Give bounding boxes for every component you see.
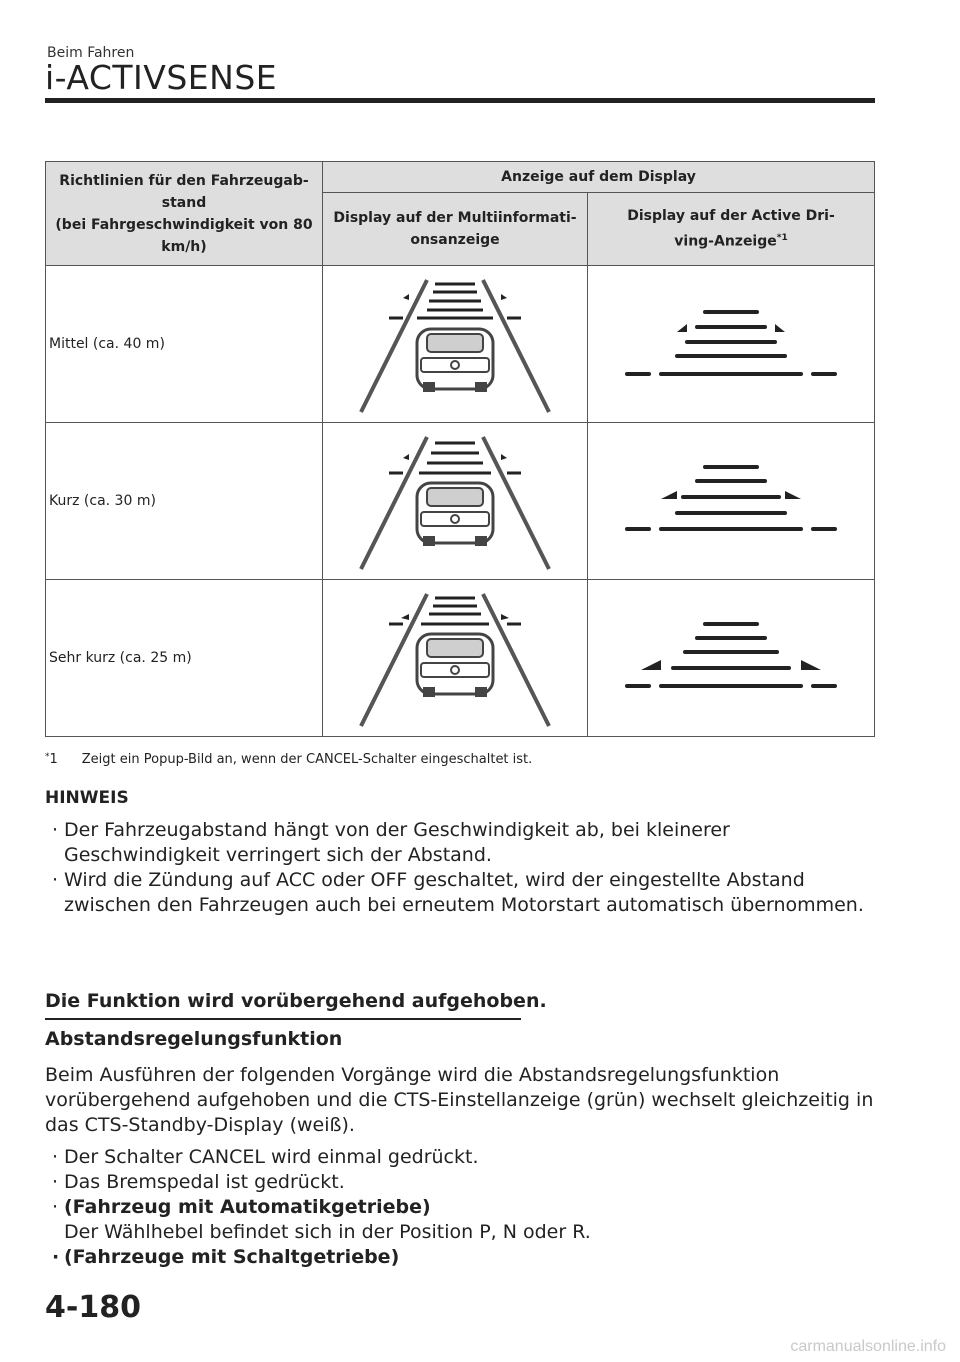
col2-header-text: Display auf der Multiinformati- onsanzeige <box>333 210 577 248</box>
list-item-title: · (Fahrzeug mit Automatikgetriebe) <box>64 1196 431 1218</box>
multiinfo-display-short <box>323 423 588 580</box>
title-rule <box>45 98 875 103</box>
col3-header <box>588 193 875 266</box>
road-car-icon <box>355 274 555 414</box>
page-title: i-ACTIVSENSE <box>45 58 278 97</box>
breadcrumb: Beim Fahren <box>47 45 135 61</box>
row-label: Kurz (ca. 30 m) <box>46 423 323 580</box>
col1-header <box>46 162 323 266</box>
col3-header-text: Display auf der Active Dri- ving-Anzeige <box>627 208 835 250</box>
section-paragraph: Beim Ausführen der folgenden Vorgänge wird die Abstandsregelungsfunktion vorübergehend aufgehoben und die CTS-Einstellanzeige (grün) wechselt gleichzeitig in das CTS-Standby-Display (weiß). <box>45 1064 874 1136</box>
distance-bars-icon <box>621 461 841 541</box>
distance-bars-icon <box>621 618 841 698</box>
section-rule <box>45 1018 521 1020</box>
footnote-text: Zeigt ein Popup-Bild an, wenn der CANCEL-Schalter eingeschaltet ist. <box>81 752 533 767</box>
footnote-mark: * <box>45 752 50 762</box>
active-driving-display-very-short <box>588 580 875 737</box>
active-driving-display-short <box>588 423 875 580</box>
list-item-text: Der Wählhebel befindet sich in der Position P, N oder R. <box>64 1221 591 1243</box>
list-item: · Wird die Zündung auf ACC oder OFF geschaltet, wird der eingestellte Abstand zwischen den Fahrzeugen auch bei erneutem Motorstart automatisch übernommen. <box>45 868 875 918</box>
list-item: · (Fahrzeuge mit Schaltgetriebe) <box>45 1245 875 1270</box>
footnote-number: 1 <box>49 752 58 767</box>
table-row <box>46 423 875 580</box>
multiinfo-display-medium <box>323 266 588 423</box>
watermark: carmanualsonline.info <box>790 1338 946 1355</box>
col3-footnote-mark: *1 <box>776 233 788 244</box>
page-number: 4-180 <box>45 1290 141 1325</box>
active-driving-display-medium <box>588 266 875 423</box>
section-heading: Die Funktion wird vorübergehend aufgehoben. <box>45 990 547 1012</box>
multiinfo-display-very-short <box>323 580 588 737</box>
col-group-header: Anzeige auf dem Display <box>323 162 875 193</box>
distance-bars-icon <box>621 304 841 384</box>
road-car-icon <box>355 588 555 728</box>
table-row <box>46 580 875 737</box>
col1-header-text: Richtlinien für den Fahrzeugab- stand (bei Fahrgeschwindigkeit von 80 km/h) <box>55 172 313 255</box>
row-label: Mittel (ca. 40 m) <box>46 266 323 423</box>
table-row <box>46 266 875 423</box>
list-item <box>45 1195 875 1245</box>
distance-table <box>45 161 875 737</box>
hinweis-title: HINWEIS <box>45 788 129 808</box>
section-subheading: Abstandsregelungsfunktion <box>45 1028 343 1050</box>
list-item: · Der Fahrzeugabstand hängt von der Geschwindigkeit ab, bei kleinerer Geschwindigkeit verringert sich der Abstand. <box>45 818 875 868</box>
road-car-icon <box>355 431 555 571</box>
footnote <box>45 752 532 767</box>
row-label: Sehr kurz (ca. 25 m) <box>46 580 323 737</box>
hinweis-list <box>45 818 875 918</box>
col2-header <box>323 193 588 266</box>
condition-list <box>45 1145 875 1270</box>
list-item: · Das Bremspedal ist gedrückt. <box>45 1170 875 1195</box>
list-item: · Der Schalter CANCEL wird einmal gedrückt. <box>45 1145 875 1170</box>
